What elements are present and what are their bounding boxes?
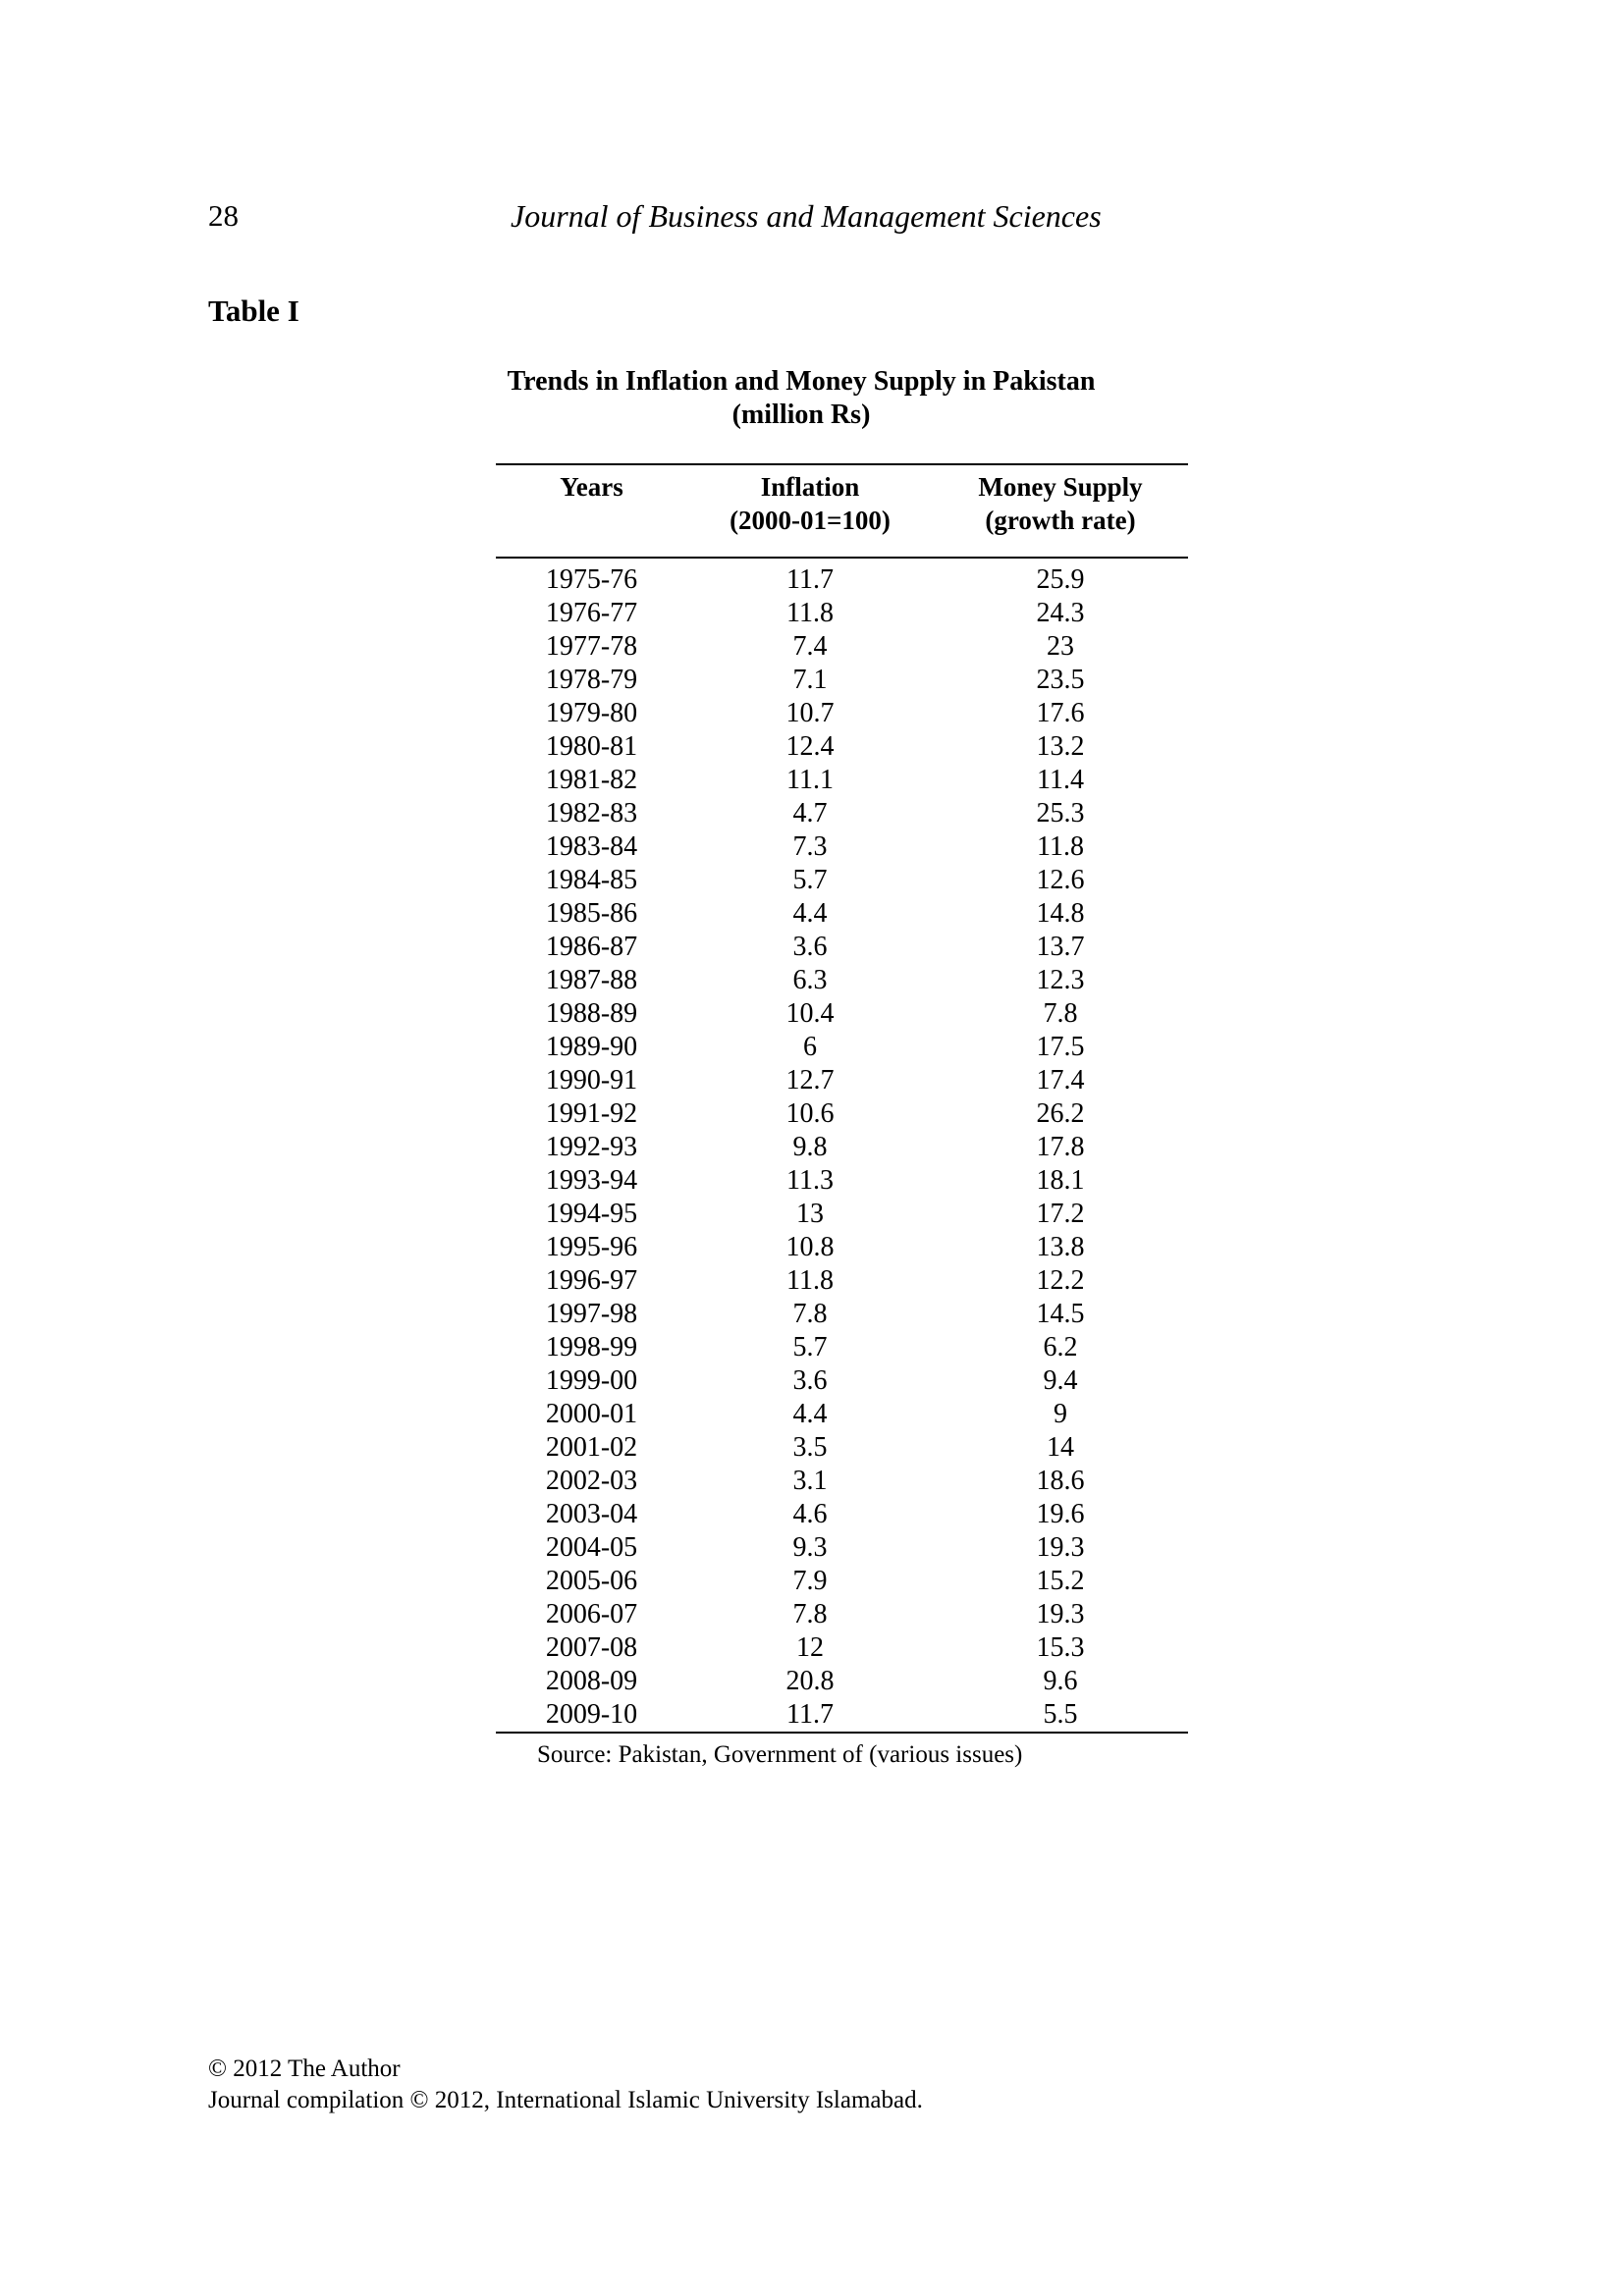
table-row xyxy=(496,1631,1188,1665)
table-row xyxy=(496,1431,1188,1465)
year-cell: 1997-98 xyxy=(545,1299,638,1329)
column-header-years-label: Years xyxy=(560,472,623,502)
money-supply-cell: 12.6 xyxy=(1036,865,1085,895)
table-row xyxy=(496,1097,1188,1131)
money-supply-cell: 9.6 xyxy=(1043,1666,1078,1696)
year-cell: 2007-08 xyxy=(545,1632,638,1663)
table-row xyxy=(496,797,1188,830)
inflation-cell: 7.4 xyxy=(792,631,828,662)
table-row xyxy=(496,964,1188,997)
table-row xyxy=(496,630,1188,664)
money-supply-cell: 26.2 xyxy=(1036,1098,1085,1129)
inflation-cell: 4.7 xyxy=(792,798,828,828)
year-cell: 1982-83 xyxy=(545,798,638,828)
inflation-cell: 12 xyxy=(796,1632,824,1663)
inflation-cell: 11.8 xyxy=(786,1265,834,1296)
inflation-cell: 11.3 xyxy=(786,1165,834,1196)
table-row xyxy=(496,1531,1188,1565)
inflation-cell: 7.1 xyxy=(792,665,828,695)
table-row xyxy=(496,1231,1188,1264)
column-header-money-supply xyxy=(933,464,1188,558)
money-supply-cell: 19.6 xyxy=(1036,1499,1085,1529)
table-header-row xyxy=(496,464,1188,558)
inflation-cell: 11.7 xyxy=(786,564,834,595)
column-header-inflation-base: (2000-01=100) xyxy=(730,506,891,535)
money-supply-cell: 19.3 xyxy=(1036,1599,1085,1629)
inflation-cell: 11.7 xyxy=(687,1698,933,1733)
money-supply-cell: 25.9 xyxy=(1036,564,1085,595)
inflation-cell: 6 xyxy=(803,1032,817,1062)
inflation-cell: 4.4 xyxy=(792,1399,828,1429)
table-row xyxy=(496,1465,1188,1498)
year-cell: 1998-99 xyxy=(545,1332,638,1362)
money-supply-cell: 18.1 xyxy=(1036,1165,1085,1196)
inflation-cell: 10.8 xyxy=(785,1232,835,1262)
year-cell: 1985-86 xyxy=(545,898,638,929)
inflation-cell: 5.7 xyxy=(792,865,828,895)
money-supply-cell: 25.3 xyxy=(1036,798,1085,828)
money-supply-cell: 17.4 xyxy=(1036,1065,1085,1095)
column-header-inflation xyxy=(687,464,933,558)
year-cell: 2000-01 xyxy=(545,1399,638,1429)
inflation-cell: 5.7 xyxy=(792,1332,828,1362)
money-supply-cell: 13.8 xyxy=(1036,1232,1085,1262)
table-row xyxy=(496,1498,1188,1531)
money-supply-cell: 19.3 xyxy=(1036,1532,1085,1563)
money-supply-cell: 24.3 xyxy=(1036,598,1085,628)
inflation-cell: 4.4 xyxy=(792,898,828,929)
year-cell: 2008-09 xyxy=(545,1666,638,1696)
money-supply-cell: 13.2 xyxy=(1036,731,1085,762)
year-cell: 1993-94 xyxy=(545,1165,638,1196)
year-cell: 2005-06 xyxy=(545,1566,638,1596)
inflation-cell: 7.3 xyxy=(792,831,828,862)
table-row xyxy=(496,1198,1188,1231)
year-cell: 1983-84 xyxy=(545,831,638,862)
year-cell: 1988-89 xyxy=(545,998,638,1029)
money-supply-cell: 7.8 xyxy=(1043,998,1078,1029)
table-row xyxy=(496,1264,1188,1298)
page-footer xyxy=(208,2054,923,2116)
page-number: 28 xyxy=(208,198,239,233)
money-supply-cell: 17.2 xyxy=(1036,1199,1085,1229)
inflation-cell: 9.8 xyxy=(792,1132,828,1162)
table-row xyxy=(496,558,1188,597)
year-cell: 1991-92 xyxy=(545,1098,638,1129)
journal-compilation-line: Journal compilation © 2012, International Islamic University Islamabad. xyxy=(208,2087,923,2113)
table-row xyxy=(496,1331,1188,1364)
money-supply-cell: 9 xyxy=(1054,1399,1067,1429)
year-cell: 2004-05 xyxy=(545,1532,638,1563)
year-cell: 2006-07 xyxy=(545,1599,638,1629)
year-cell: 2003-04 xyxy=(545,1499,638,1529)
table-caption xyxy=(471,365,1131,432)
table-row xyxy=(496,897,1188,931)
money-supply-cell: 6.2 xyxy=(1043,1332,1078,1362)
year-cell: 1980-81 xyxy=(545,731,638,762)
money-supply-cell: 23.5 xyxy=(1036,665,1085,695)
inflation-cell: 7.8 xyxy=(792,1299,828,1329)
inflation-cell: 3.1 xyxy=(792,1466,828,1496)
table-row xyxy=(496,1598,1188,1631)
column-header-years xyxy=(496,464,687,558)
year-cell: 1994-95 xyxy=(545,1199,638,1229)
table-row xyxy=(496,664,1188,697)
money-supply-cell: 9.4 xyxy=(1043,1365,1078,1396)
table-row xyxy=(496,730,1188,764)
money-supply-cell: 14.8 xyxy=(1036,898,1085,929)
table-row xyxy=(496,1164,1188,1198)
inflation-cell: 10.6 xyxy=(785,1098,835,1129)
copyright-line: © 2012 The Author xyxy=(208,2056,401,2082)
inflation-cell: 13 xyxy=(796,1199,824,1229)
table-row xyxy=(496,1031,1188,1064)
inflation-cell: 6.3 xyxy=(792,965,828,995)
table-row xyxy=(496,997,1188,1031)
money-supply-cell: 13.7 xyxy=(1036,932,1085,962)
table-label: Table I xyxy=(208,294,299,328)
year-cell: 1992-93 xyxy=(545,1132,638,1162)
year-cell: 1999-00 xyxy=(545,1365,638,1396)
year-cell: 1996-97 xyxy=(545,1265,638,1296)
inflation-money-supply-table xyxy=(496,463,1188,1734)
inflation-cell: 7.8 xyxy=(792,1599,828,1629)
table-row xyxy=(496,1398,1188,1431)
inflation-cell: 11.8 xyxy=(786,598,834,628)
money-supply-cell: 11.4 xyxy=(1037,765,1084,795)
year-cell: 2002-03 xyxy=(545,1466,638,1496)
inflation-cell: 10.7 xyxy=(785,698,835,728)
money-supply-cell: 14 xyxy=(1047,1432,1074,1463)
year-cell: 1976-77 xyxy=(545,598,638,628)
table-row xyxy=(496,1665,1188,1698)
inflation-cell: 7.9 xyxy=(792,1566,828,1596)
money-supply-cell: 17.8 xyxy=(1036,1132,1085,1162)
inflation-cell: 11.1 xyxy=(786,765,834,795)
money-supply-cell: 12.2 xyxy=(1036,1265,1085,1296)
column-header-money-supply-unit: (growth rate) xyxy=(985,506,1136,535)
table-row xyxy=(496,1698,1188,1733)
table-row xyxy=(496,764,1188,797)
table-row xyxy=(496,1298,1188,1331)
table-row xyxy=(496,697,1188,730)
table-row xyxy=(496,1064,1188,1097)
money-supply-cell: 12.3 xyxy=(1036,965,1085,995)
table-row xyxy=(496,1565,1188,1598)
inflation-cell: 10.4 xyxy=(785,998,835,1029)
year-cell: 1989-90 xyxy=(545,1032,638,1062)
year-cell: 1979-80 xyxy=(545,698,638,728)
year-cell: 1986-87 xyxy=(545,932,638,962)
year-cell: 1987-88 xyxy=(545,965,638,995)
money-supply-cell: 18.6 xyxy=(1036,1466,1085,1496)
table-body xyxy=(496,558,1188,1733)
table-row xyxy=(496,830,1188,864)
table-row xyxy=(496,1131,1188,1164)
year-cell: 1990-91 xyxy=(545,1065,638,1095)
year-cell: 1975-76 xyxy=(545,564,638,595)
journal-title: Journal of Business and Management Sciences xyxy=(511,198,1102,234)
table-row xyxy=(496,864,1188,897)
inflation-cell: 12.7 xyxy=(785,1065,835,1095)
table-source-note: Source: Pakistan, Government of (various issues) xyxy=(537,1741,1023,1768)
year-cell: 1978-79 xyxy=(545,665,638,695)
year-cell: 2009-10 xyxy=(496,1698,687,1733)
money-supply-cell: 5.5 xyxy=(933,1698,1188,1733)
inflation-cell: 9.3 xyxy=(792,1532,828,1563)
inflation-cell: 3.5 xyxy=(792,1432,828,1463)
caption-title: Trends in Inflation and Money Supply in Pakistan xyxy=(507,366,1096,397)
inflation-cell: 12.4 xyxy=(785,731,835,762)
column-header-inflation-label: Inflation xyxy=(760,472,860,502)
year-cell: 2001-02 xyxy=(545,1432,638,1463)
money-supply-cell: 15.2 xyxy=(1036,1566,1085,1596)
money-supply-cell: 11.8 xyxy=(1037,831,1084,862)
inflation-cell: 3.6 xyxy=(792,1365,828,1396)
money-supply-cell: 14.5 xyxy=(1036,1299,1085,1329)
money-supply-cell: 17.5 xyxy=(1036,1032,1085,1062)
table-row xyxy=(496,1364,1188,1398)
inflation-cell: 20.8 xyxy=(785,1666,835,1696)
column-header-money-supply-label: Money Supply xyxy=(978,472,1143,502)
table-row xyxy=(496,597,1188,630)
year-cell: 1984-85 xyxy=(545,865,638,895)
year-cell: 1995-96 xyxy=(545,1232,638,1262)
year-cell: 1981-82 xyxy=(545,765,638,795)
money-supply-cell: 17.6 xyxy=(1036,698,1085,728)
year-cell: 1977-78 xyxy=(545,631,638,662)
inflation-cell: 3.6 xyxy=(792,932,828,962)
table-row xyxy=(496,931,1188,964)
money-supply-cell: 15.3 xyxy=(1036,1632,1085,1663)
caption-units: (million Rs) xyxy=(731,400,871,430)
inflation-cell: 4.6 xyxy=(792,1499,828,1529)
money-supply-cell: 23 xyxy=(1047,631,1074,662)
